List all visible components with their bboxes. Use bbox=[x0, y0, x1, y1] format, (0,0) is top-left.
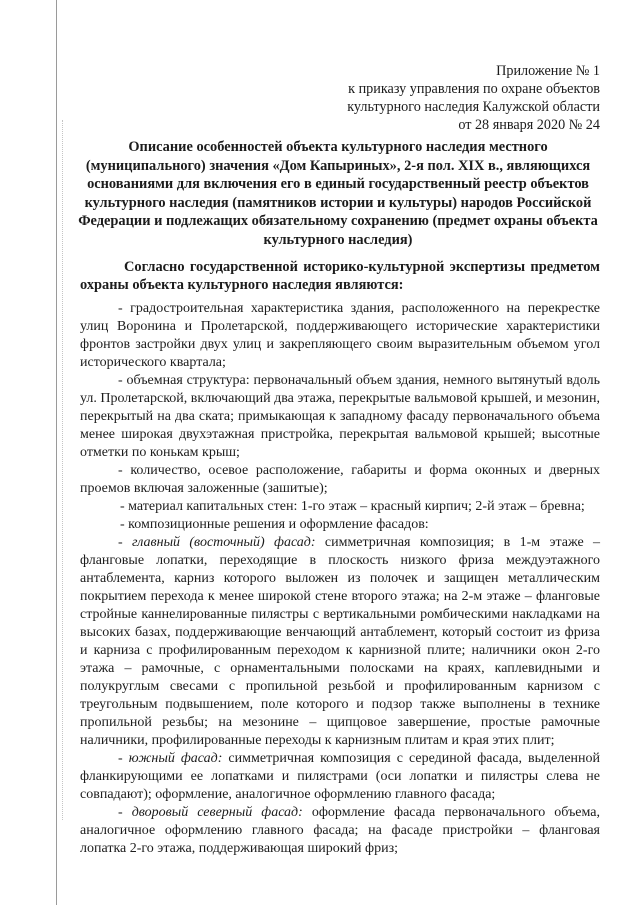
item-label: главный (восточный) фасад: bbox=[132, 535, 316, 550]
list-item bbox=[80, 804, 600, 858]
document-title: Описание особенностей объекта культурного наследия местного (муниципального) значения «Дом Капыриных», 2-я пол. XIX в., являющихся основаниями для включения его в единый государственный реестр объектов культурного наследия (памятников истории и культуры) народов Российской Федерации и подлежащих обязательному сохранению (предмет охраны объекта культурного наследия) bbox=[78, 139, 598, 248]
order-date: от 28 января 2020 № 24 bbox=[458, 117, 600, 133]
protection-items-list bbox=[80, 300, 600, 858]
list-item bbox=[80, 534, 600, 750]
intro-paragraph: Согласно государственной историко-культурной экспертизы предметом охраны объекта культурного наследия являются: bbox=[80, 259, 600, 293]
list-item bbox=[80, 750, 600, 804]
item-label: дворовый северный фасад: bbox=[131, 805, 303, 820]
order-reference: к приказу управления по охране объектов bbox=[348, 81, 600, 97]
item-text: - композиционные решения и оформление фасадов: bbox=[120, 517, 429, 532]
item-text: - градостроительная характеристика здания, расположенного на перекрестке улиц Воронина и Пролетарской, поддерживающего исторические характеристики фронтов застройки двух улиц и закрепляющего своим выразительным объемом угол исторического квартала; bbox=[80, 301, 600, 370]
item-text: - количество, осевое расположение, габариты и форма оконных и дверных проемов включая заложенные (зашитые); bbox=[80, 463, 600, 496]
item-prefix: - bbox=[118, 535, 132, 550]
item-text: симметричная композиция; в 1-м этаже – фланговые лопатки, переходящие в плоскость низкого фриза междуэтажного антаблемента, карниз которого выложен из полочек и защищен металлическим покрытием перехода к менее широкой стене второго этажа; на 2-м этаже – фланговые стройные каннелированные пилястры с вертикальными ромбическими накладками на высоких базах, поддерживающие венчающий антаблемент, который состоит из фриза и карниза с профилированным переходом к карнизной плите; наличники окон 2-го этажа – рамочные, с орнаментальными полосками на краях, каплевидными и полукруглым свесами с пропильной резьбой и профилированным карнизом с треугольным подвышением, поле которого и подзор также выполнены в технике пропильной резьбы; на мезонине – щипцовое завершение, простые рамочные наличники, профилированные переходы к карнизным плитам и края этих плит; bbox=[80, 535, 600, 748]
list-item bbox=[80, 300, 600, 372]
scan-edge-line bbox=[62, 120, 63, 820]
item-text: - материал капитальных стен: 1-го этаж – красный кирпич; 2-й этаж – бревна; bbox=[120, 499, 585, 514]
item-prefix: - bbox=[118, 751, 129, 766]
list-item bbox=[80, 498, 600, 516]
list-item bbox=[80, 516, 600, 534]
appendix-number: Приложение № 1 bbox=[496, 63, 600, 79]
appendix-header bbox=[347, 62, 600, 134]
list-item bbox=[80, 462, 600, 498]
scan-edge-line bbox=[56, 0, 57, 905]
item-text: симметричная композиция с серединой фасада, выделенной фланкирующими ее лопатками и пилястрами (оси лопатки и пилястры слева не совпадают); оформление, аналогичное оформлению главного фасада; bbox=[80, 751, 601, 802]
item-prefix: - bbox=[118, 805, 132, 820]
item-label: южный фасад: bbox=[128, 751, 223, 766]
issuing-authority: культурного наследия Калужской области bbox=[347, 99, 600, 115]
item-text: оформление фасада первоначального объема, аналогичное оформлению главного фасада; на фасаде пристройки – фланговая лопатка 2-го этажа, поддерживающая широкий фриз; bbox=[80, 805, 600, 856]
list-item bbox=[80, 372, 600, 462]
item-text: - объемная структура: первоначальный объем здания, немного вытянутый вдоль ул. Пролетарской, включающий два этажа, перекрытые вальмовой крышей, и мезонин, перекрытый на два ската; примыкающая к западному фасаду первоначального объема менее широкая двухэтажная пристройка, перекрытая вальмовой крышей; высотные отметки по конькам крыш; bbox=[80, 373, 600, 460]
